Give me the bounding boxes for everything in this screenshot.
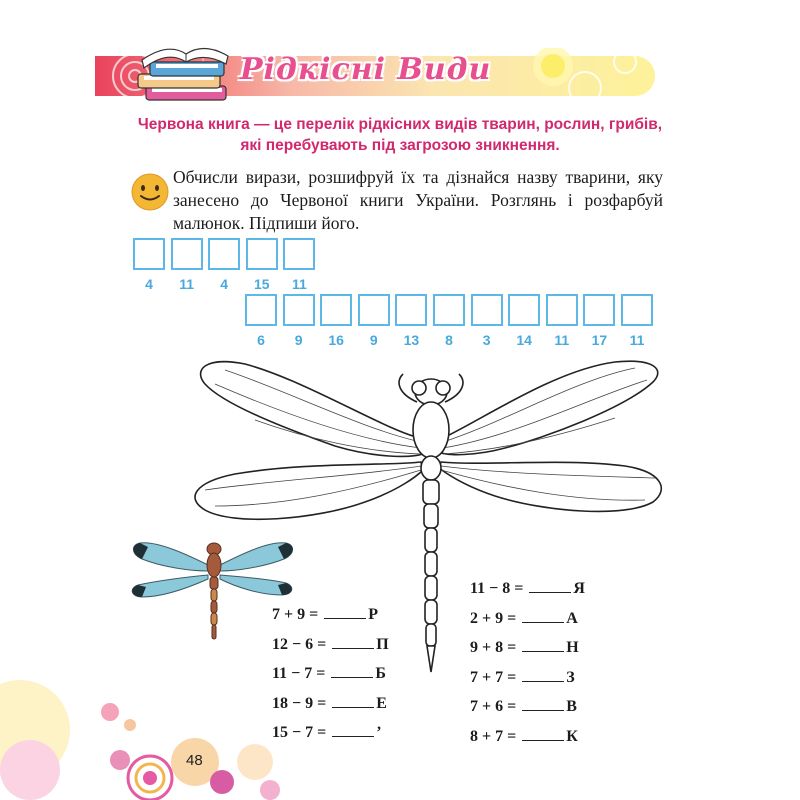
- answer-box[interactable]: [508, 294, 540, 326]
- equation-row: [272, 663, 386, 683]
- answer-box[interactable]: [546, 294, 578, 326]
- cipher-letter: Я: [573, 580, 585, 597]
- task-instruction: Обчисли вирази, розшифруй їх та дізнайся назву тварини, яку занесено до Червоної книги України. Розглянь і розфарбуй малюнок. Підпиши його.: [173, 167, 663, 233]
- code-number: 11: [291, 276, 307, 292]
- equation-expression: 11 − 7 =: [272, 665, 326, 682]
- answer-blank[interactable]: [331, 663, 373, 678]
- decor-circles-bottom: [0, 660, 280, 800]
- answer-box[interactable]: [246, 238, 278, 270]
- answer-box[interactable]: [583, 294, 615, 326]
- answer-box[interactable]: [433, 294, 465, 326]
- code-number: 8: [445, 332, 453, 348]
- cipher-letter: Е: [376, 694, 387, 712]
- answer-box[interactable]: [283, 238, 315, 270]
- equation-row: [272, 634, 389, 654]
- equation-expression: 8 + 7 =: [470, 727, 517, 745]
- code-number: 4: [220, 276, 229, 292]
- equation-expression: 15 − 7 =: [272, 724, 327, 741]
- answer-box[interactable]: [471, 294, 503, 326]
- code-number: 4: [145, 276, 153, 292]
- equation-row: [470, 578, 585, 598]
- answer-box[interactable]: [621, 294, 653, 326]
- code-number: 15: [254, 276, 270, 292]
- code-number: 3: [482, 332, 491, 348]
- code-number: 9: [369, 332, 378, 348]
- answer-box[interactable]: [133, 238, 165, 270]
- equation-row: [272, 693, 387, 713]
- answer-blank[interactable]: [522, 608, 564, 623]
- code-number: 14: [516, 332, 532, 348]
- red-book-definition: Червона книга — це перелік рідкісних видів тварин, рослин, грибів, які перебувають під загрозою зникнення.: [137, 116, 663, 154]
- equation-expression: 2 + 9 =: [470, 609, 517, 627]
- equation-expression: 11 − 8 =: [470, 580, 524, 597]
- cipher-letter: З: [566, 668, 575, 686]
- code-number: 16: [328, 332, 344, 348]
- equation-row: [470, 637, 579, 657]
- cipher-letter: Н: [566, 639, 579, 656]
- answer-blank[interactable]: [324, 604, 366, 619]
- equation-expression: 9 + 8 =: [470, 639, 517, 656]
- answer-blank[interactable]: [522, 726, 564, 741]
- equation-row: [470, 696, 577, 716]
- page-number: 48: [186, 752, 203, 769]
- answer-box[interactable]: [395, 294, 427, 326]
- answer-blank[interactable]: [332, 693, 374, 708]
- answer-blank[interactable]: [529, 578, 571, 593]
- answer-blank[interactable]: [522, 637, 564, 652]
- code-number: 9: [294, 332, 303, 348]
- equation-expression: 7 + 9 =: [272, 606, 319, 623]
- answer-blank[interactable]: [332, 634, 374, 649]
- cipher-letter: Р: [368, 606, 379, 623]
- answer-blank[interactable]: [522, 696, 564, 711]
- answer-box[interactable]: [245, 294, 277, 326]
- equation-row: [470, 667, 575, 687]
- equation-expression: 7 + 7 =: [470, 668, 517, 686]
- cipher-letter: А: [566, 609, 578, 627]
- answer-box[interactable]: [283, 294, 315, 326]
- code-number: 11: [179, 276, 194, 292]
- page-title: Рідкісні Види: [240, 52, 492, 87]
- answer-box[interactable]: [171, 238, 203, 270]
- cipher-letter: П: [376, 635, 389, 653]
- cipher-letter: К: [566, 727, 578, 745]
- equation-row: [272, 604, 378, 624]
- cipher-letter: ’: [376, 724, 382, 741]
- equation-row: [470, 726, 578, 746]
- answer-blank[interactable]: [522, 667, 564, 682]
- smiley-icon: [130, 172, 170, 212]
- code-number: 11: [629, 332, 645, 348]
- cipher-letter: Б: [375, 665, 386, 682]
- book-stack-icon: [128, 40, 238, 110]
- cipher-letter: В: [566, 698, 577, 715]
- equation-expression: 12 − 6 =: [272, 635, 327, 653]
- equation-expression: 18 − 9 =: [272, 694, 327, 712]
- answer-box[interactable]: [358, 294, 390, 326]
- answer-box[interactable]: [320, 294, 352, 326]
- answer-blank[interactable]: [332, 722, 374, 737]
- equation-row: [470, 608, 578, 628]
- equation-row: [272, 722, 382, 742]
- code-number: 13: [403, 332, 420, 348]
- code-number: 17: [591, 332, 608, 348]
- code-number: 11: [554, 332, 570, 348]
- equation-expression: 7 + 6 =: [470, 698, 517, 715]
- code-number: 6: [257, 332, 265, 348]
- answer-box[interactable]: [208, 238, 240, 270]
